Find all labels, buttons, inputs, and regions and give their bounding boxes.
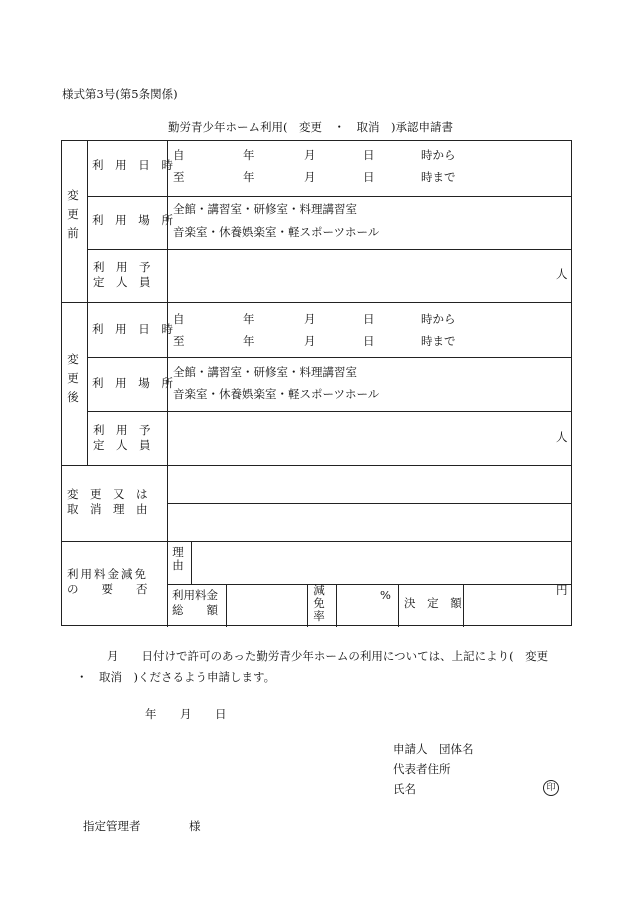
applicant-label: 申請人 団体名	[393, 742, 474, 756]
after-from-month: 月	[304, 312, 316, 326]
after-from-day: 日	[363, 312, 375, 326]
before-to-label: 至	[173, 170, 185, 184]
before-people-label-1: 利 用 予	[93, 260, 151, 274]
before-from-label: 自	[173, 148, 185, 162]
fee-total-label-2: 総 額	[172, 603, 218, 617]
before-to-time: 時まで	[421, 170, 456, 184]
before-place-label: 利 用 場 所	[92, 213, 177, 227]
fee-label-2: の 要 否	[67, 582, 148, 596]
reason-label-2: 取 消 理 由	[67, 502, 148, 516]
before-people-label-2: 定 人 員	[93, 275, 151, 289]
before-to-day: 日	[363, 170, 375, 184]
seal-mark: 印	[543, 780, 559, 796]
form-title: 勤労青少年ホーム利用( 変更 ・ 取消 )承認申請書	[168, 120, 453, 134]
date-year: 年	[145, 707, 157, 721]
fee-decision-label: 決 定 額	[404, 596, 466, 610]
fee-rate-label: 減免率	[313, 583, 325, 623]
before-people-unit: 人	[556, 267, 568, 281]
addressee-honorific: 様	[189, 819, 201, 833]
before-place-line2: 音楽室・休養娯楽室・軽スポーツホール	[173, 225, 380, 239]
fee-label-1: 利用料金減免	[67, 567, 148, 581]
after-people-label-1: 利 用 予	[93, 423, 151, 437]
before-group-label: 変更前	[67, 188, 79, 240]
after-from-year: 年	[243, 312, 255, 326]
before-to-year: 年	[243, 170, 255, 184]
before-from-year: 年	[243, 148, 255, 162]
date-month: 月	[180, 707, 192, 721]
date-day: 日	[215, 707, 227, 721]
fee-yen-sign: 円	[556, 583, 568, 597]
after-from-label: 自	[173, 312, 185, 326]
after-to-year: 年	[243, 334, 255, 348]
fee-percent-sign: %	[380, 588, 391, 602]
after-to-day: 日	[363, 334, 375, 348]
before-from-day: 日	[363, 148, 375, 162]
after-to-time: 時まで	[421, 334, 456, 348]
after-place-label: 利 用 場 所	[92, 376, 177, 390]
fee-reason-label: 理由	[172, 545, 184, 572]
applicant-name-label: 氏名	[393, 782, 416, 796]
addressee-label: 指定管理者	[83, 819, 141, 833]
after-people-unit: 人	[556, 430, 568, 444]
form-number: 様式第3号(第5条関係)	[62, 87, 178, 101]
after-place-line2: 音楽室・休養娯楽室・軽スポーツホール	[173, 387, 380, 401]
before-from-time: 時から	[421, 148, 456, 162]
after-people-label-2: 定 人 員	[93, 438, 151, 452]
after-to-label: 至	[173, 334, 185, 348]
before-place-line1: 全館・講習室・研修室・料理講習室	[173, 202, 357, 216]
before-to-month: 月	[304, 170, 316, 184]
after-to-month: 月	[304, 334, 316, 348]
after-place-line1: 全館・講習室・研修室・料理講習室	[173, 365, 357, 379]
after-date-label: 利 用 日 時	[92, 322, 177, 336]
statement-line1: 月 日付けで許可のあった勤労青少年ホームの利用については、上記により( 変更	[107, 649, 549, 663]
after-from-time: 時から	[421, 312, 456, 326]
before-date-label: 利 用 日 時	[92, 158, 177, 172]
after-group-label: 変更後	[67, 352, 79, 404]
reason-label-1: 変 更 又 は	[67, 487, 148, 501]
statement-line2: ・ 取消 )くださるよう申請します。	[76, 670, 276, 684]
fee-total-label-1: 利用料金	[172, 588, 218, 602]
before-from-month: 月	[304, 148, 316, 162]
applicant-address-label: 代表者住所	[393, 762, 451, 776]
